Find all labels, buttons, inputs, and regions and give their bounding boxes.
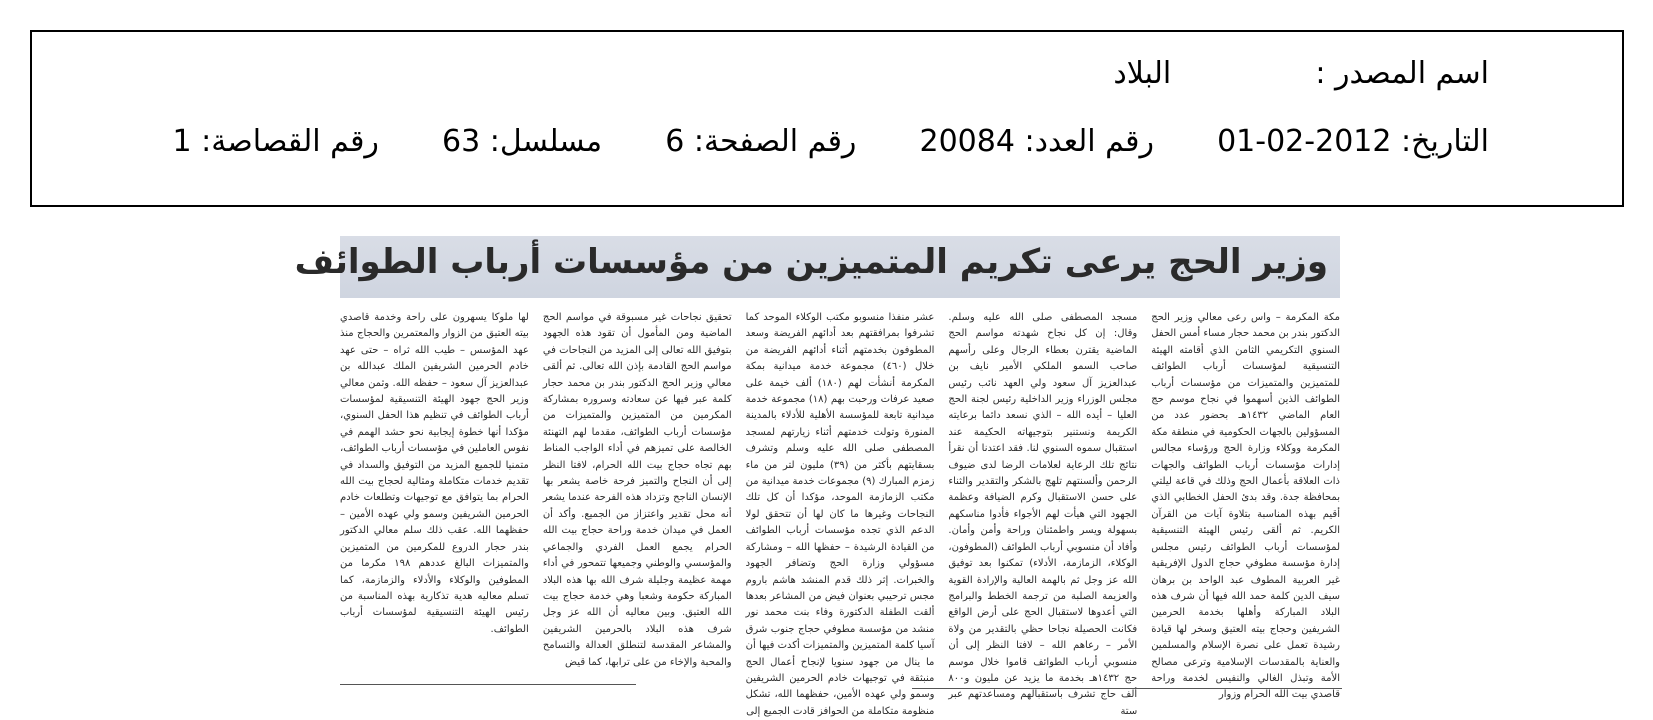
page-label: رقم الصفحة: [693,124,857,159]
clip-label: رقم القصاصة: [201,124,379,159]
details-line [172,124,1489,159]
bottom-rule-right [912,688,1342,689]
source-line [1113,56,1489,91]
newspaper-clipping [294,236,1340,717]
serial-label: مسلسل: [489,124,603,159]
date-value: 2012-02-01 [1217,124,1392,159]
article-column-3: عشر منفذا منسوبو مكتب الوكلاء الموحد كما تشرفوا بمرافقتهم بعد أدائهم الفريضة وسعد المطوفون بخدمتهم أثناء أدائهم الفريضة من خلال (٤٦٠) مجموعة خدمة ميدانية بمكة المكرمة أنشأت لهم (١٨٠) ألف خيمة على صعيد عرفات ورحبت بهم (١٨) مجموعة خدمة ميدانية تابعة للمؤسسة الأهلية للأدلاء بالمدينة المنورة وتولت خدمتهم أثناء زيارتهم لمسجد المصطفى صلى الله عليه وسلم وتشرف بسقايتهم بأكثر من (٣٩) مليون لتر من ماء زمزم المبارك (٩) مجموعات خدمة ميدانية من مكتب الزمازمة الموحد، مؤكدا أن كل تلك النجاحات وغيرها ما كان لها أن تتحقق لولا الدعم الذي تجده مؤسسات أرباب الطوائف من القيادة الرشيدة – حفظها الله – ومشاركة مسؤولي وزارة الحج وتضافر الجهود والخبرات. إثر ذلك قدم المنشد هاشم باروم مجس ترحيبي بعنوان فيض من المشاعر بعدها ألقت الطفلة الدكتورة وفاء بنت محمد نور منشد من مؤسسة مطوفي حجاج جنوب شرق آسيا كلمة المتميزين والمتميزات أكدت فيها أن ما ينال من جهود سنويا لإنجاح أعمال الحج منبثقة في توجيهات خادم الحرمين الشريفين وسمو ولي عهده الأمين، حفظهما الله، تشكل منظومة متكاملة من الحوافز قادت الجميع إلى [745,312,935,717]
serial-value: 63 [442,124,481,159]
article-column-1: مكة المكرمة – واس رعى معالي وزير الحج الدكتور بندر بن محمد حجار مساء أمس الحفل السنوي التكريمي الثامن الذي أقامته الهيئة التنسيقية لمؤسسات أرباب الطوائف للمتميزين والمتميزات من مؤسسات أرباب الطوائف الذين أسهموا في نجاح موسم حج العام الماضي ١٤٣٢هـ بحضور عدد من المسؤولين بالجهات الحكومية في منطقة مكة المكرمة ووكلاء وزارة الحج ورؤساء مجالس إدارات مؤسسات أرباب الطوائف والجهات ذات العلاقة بأعمال الحج وذلك في قاعة ليلتي بمحافظة جدة. وقد بدئ الحفل الخطابي الذي أقيم بهذه المناسبة بتلاوة آيات من القرآن الكريم. ثم ألقى رئيس الهيئة التنسيقية لمؤسسات أرباب الطوائف رئيس مجلس إدارة مؤسسة مطوفي حجاج الدول الإفريقية غير العربية المطوف عبد الواحد بن برهان سيف الدين كلمة حمد الله فيها أن شرف هذه البلاد المباركة وأهلها بخدمة الحرمين الشريفين وحجاج بيته العتيق وسخر لها قيادة رشيدة تعمل على نصرة الإسلام والمسلمين والعناية بالمقدسات الإسلامية وترعى مصالح الأمة وتبذل الغالي والنفيس لخدمة وراحة قاصدي بيت الله الحرام وزوار [1151,312,1340,701]
clip-value: 1 [172,124,192,159]
page-value: 6 [665,124,685,159]
issue-label: رقم العدد: [1024,124,1154,159]
article-headline: وزير الحج يرعى تكريم المتميزين من مؤسسات أرباب الطوائف [294,242,1328,282]
article-column-2: مسجد المصطفى صلى الله عليه وسلم. وقال: إن كل نجاح شهدته مواسم الحج الماضية يقترن بعطاء الرجال وعلى رأسهم صاحب السمو الملكي الأمير نايف بن عبدالعزيز آل سعود ولي العهد نائب رئيس مجلس الوزراء وزير الداخلية رئيس لجنة الحج العليا – أيده الله – الذي نسعد دائما برعايته الكريمة ونستنير بتوجيهاته الحكيمة عند استقبال سموه السنوي لنا. فقد اعتدنا أن نقرأ نتائج تلك الرعاية لعلامات الرضا لدى ضيوف الرحمن وألسنتهم تلهج بالشكر والتقدير والثناء على حسن الاستقبال وكرم الضيافة وعظمة الجهود التي هيأت لهم الأجواء فأدوا مناسكهم بسهولة ويسر واطمئنان وراحة وأمن وأمان. وأفاد أن منسوبي أرباب الطوائف (المطوفون، الوكلاء، الزمازمة، الأدلاء) تمكنوا بعد توفيق الله عز وجل ثم بالهمة العالية والإرادة القوية والعزيمة الصلبة من ترجمة الخطط والبرامج التي أعدوها لاستقبال الحج على أرض الواقع فكانت الحصيلة نجاحا حظي بالتقدير من ولاة الأمر – رعاهم الله – لافتا النظر إلى أن منسوبي أرباب الطوائف قاموا خلال موسم حج ١٤٣٢هـ بخدمة ما يزيد عن مليون و٨٠٠ ألف حاج تشرف باستقبالهم ومساعدتهم عبر ستة [948,312,1138,717]
clipping-metadata-box [30,30,1624,207]
article-column-4: تحقيق نجاحات غير مسبوقة في مواسم الحج الماضية ومن المأمول أن تقود هذه الجهود بتوفيق الله تعالى إلى المزيد من النجاحات في مواسم الحج القادمة بإذن الله تعالى. ثم ألقى معالي وزير الحج الدكتور بندر بن محمد حجار كلمة عبر فيها عن سعادته وسروره بمشاركة المكرمين من المتميزين والمتميزات من مؤسسات أرباب الطوائف، مقدما لهم التهنئة الخالصة على تميزهم في أداء الواجب المناط بهم تجاه حجاج بيت الله الحرام، لافتا النظر إلى أن النجاح والتميز فرحة خاصة يشعر بها الإنسان الناجح وتزداد هذه الفرحة عندما يشعر أنه محل تقدير واعتزاز من الجميع. وأكد أن العمل في ميدان خدمة وراحة حجاج بيت الله الحرام يجمع العمل الفردي والجماعي والمؤسسي والوطني وجميعها تتمحور في أداء مهمة عظيمة وجليلة شرف الله بها هذه البلاد المباركة حكومة وشعبا وهي خدمة حجاج بيت الله العتيق. وبين معاليه أن الله عز وجل شرف هذه البلاد بالحرمين الشريفين والمشاعر المقدسة لتنطلق العدالة والتسامح والمحبة والإخاء من على ترابها، كما قيض [542,312,732,668]
source-label: اسم المصدر : [1315,56,1489,91]
article-columns [340,310,1340,717]
date-label: التاريخ: [1401,124,1489,159]
source-value: البلاد [1113,56,1172,91]
headline-band [294,236,1340,298]
article-column-5: لها ملوكا يسهرون على راحة وخدمة قاصدي بيته العتيق من الزوار والمعتمرين والحجاج منذ عهد المؤسس – طيب الله ثراه – حتى عهد خادم الحرمين الشريفين الملك عبدالله بن عبدالعزيز آل سعود – حفظه الله. وثمن معالي وزير الحج جهود الهيئة التنسيقية لمؤسسات أرباب الطوائف في تنظيم هذا الحفل السنوي، مؤكدا أنها خطوة إيجابية نحو حشد الهمم في نفوس العاملين في مؤسسات أرباب الطوائف، متمنيا للجميع المزيد من التوفيق والسداد في تقديم خدمات متكاملة ومثالية لحجاج بيت الله الحرام بما يتوافق مع توجيهات وتطلعات خادم الحرمين الشريفين وسمو ولي عهده الأمين – حفظهما الله. عقب ذلك سلم معالي الدكتور بندر حجار الدروع للمكرمين من المتميزين والمتميزات البالغ عددهم ١٩٨ مكرما من المطوفين والوكلاء والأدلاء والزمازمة، كما تسلم معاليه هدية تذكارية بهذه المناسبة من رئيس الهيئة التنسيقية لمؤسسات أرباب الطوائف. [340,312,529,635]
bottom-rule-left [340,684,636,685]
issue-value: 20084 [919,124,1015,159]
